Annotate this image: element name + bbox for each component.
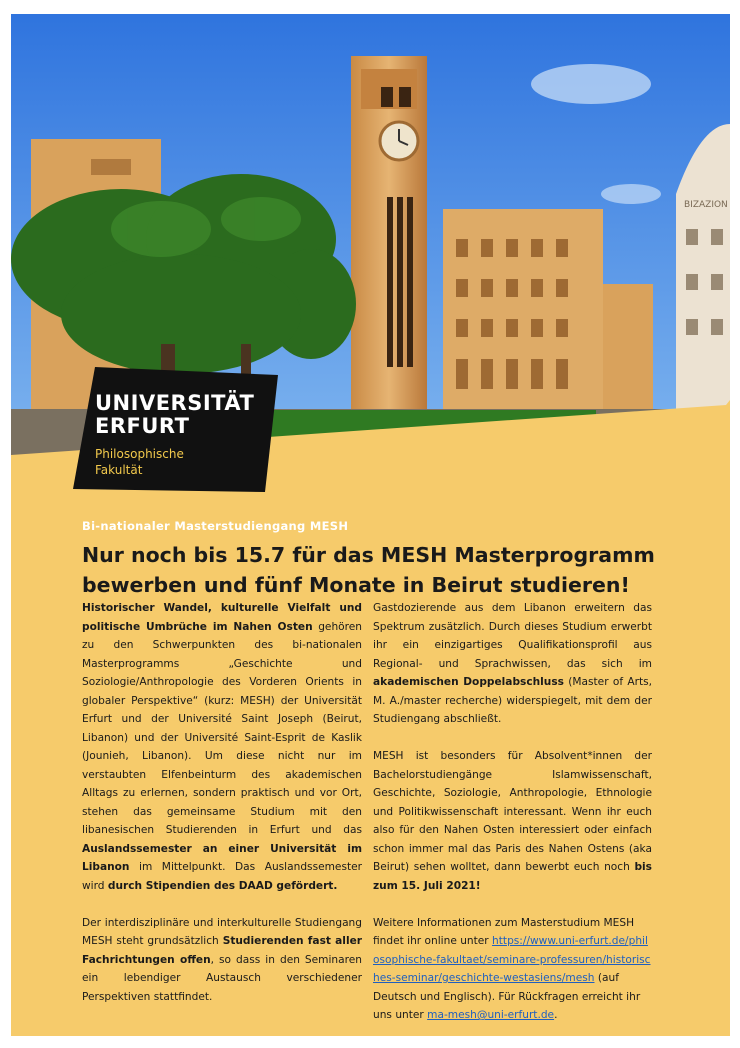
left-paragraph-1 <box>82 599 362 895</box>
kicker: Bi-nationaler Masterstudiengang MESH <box>82 519 349 533</box>
clock-tower-window <box>381 87 393 107</box>
headline-line1: Nur noch bis 15.7 für das MESH Masterprogramm <box>82 543 655 567</box>
headline <box>82 540 682 600</box>
body-text: . <box>554 1009 558 1021</box>
left-building-window <box>91 159 131 175</box>
clock-tower-slit <box>407 197 413 367</box>
body-text: Gastdozierende aus dem Libanon erweitern das Spektrum zusätzlich. Durch dieses Studium erwerbt ihr ein einzigartiges Qualifikationsprofil aus Regional- und Sprachwissen, das sich im <box>373 602 652 670</box>
bold-text: Auslandssemester an einer Universität im Libanon <box>82 842 362 873</box>
body-text: MESH ist besonders für Absolvent*innen der Bachelorstudiengänge Islamwissenschaft, Geschichte, Soziologie, Anthropologie, Ethnologie und Politikwissenschaft interessant. Wenn ihr euch also für den Nahen Osten interessiert oder einfach schon immer mal das Paris des Nahen Ostens (aka Beirut) sehen wolltet, dann bewerbt euch noch <box>373 750 652 873</box>
headline-line2: bewerben und fünf Monate in Beirut studieren! <box>82 573 630 597</box>
body-text: Weitere Informationen zum Masterstudium MESH findet ihr online unter <box>373 916 635 947</box>
arcade-building-wing <box>603 284 653 414</box>
bold-text: Historischer Wandel, kulturelle Vielfalt und politische Umbrüche im Nahen Osten <box>82 602 362 633</box>
contact-email-link[interactable]: ma-mesh@uni-erfurt.de <box>427 1009 555 1021</box>
body-text: gehören zu den Schwerpunkten des bi-nationalen Masterprogramms „Geschichte und Soziologie/Anthropologie des Vorderen Orients in globaler Perspektive“ (kurz: MESH) der Universität Erfurt und der Université Saint Joseph (Beirut, Libanon) und der Université Saint-Esprit de Kaslik (Jounieh, Libanon). Um diese nicht nur im verstaubten Elfenbeinturm des akademischen Alltags zu erlernen, sondern praktisch und vor Ort, stehen das gemeinsame Studium mit den libanesischen Studierenden in Erfurt und das <box>82 620 362 836</box>
logo-faculty-line1: Philosophische <box>95 447 184 461</box>
right-column <box>373 599 652 1043</box>
right-building-sign: BIZAZION <box>684 200 728 210</box>
logo-line-universitaet: UNIVERSITÄT <box>95 391 255 415</box>
clock-tower-window <box>399 87 411 107</box>
body-text: (auf Deutsch und Englisch). Für Rückfragen erreicht ihr uns unter <box>373 972 641 1021</box>
logo-faculty <box>95 446 254 478</box>
right-paragraph-2 <box>373 747 652 895</box>
cloud <box>531 64 651 104</box>
right-paragraph-1 <box>373 599 652 729</box>
logo-line-erfurt: ERFURT <box>95 414 190 438</box>
mesh-website-link[interactable]: https://www.uni-erfurt.de/philosophische-fakultaet/seminare-professuren/historisches-seminar/geschichte-westasiens/mesh <box>373 935 651 984</box>
body-text: Der interdisziplinäre und interkulturelle Studiengang MESH steht grundsätzlich <box>82 916 362 947</box>
right-paragraph-3 <box>373 914 652 1025</box>
bold-text: durch Stipendien des DAAD gefördert. <box>107 879 338 892</box>
bold-text: Studierenden fast aller Fachrichtungen offen <box>82 935 362 966</box>
bold-text: akademischen Doppelabschluss <box>373 676 564 688</box>
clock-tower-slit <box>397 197 403 367</box>
left-paragraph-2 <box>82 914 362 1007</box>
body-text: (Master of Arts, M. A./master recherche) widerspiegelt, mit dem der Studiengang abschließt. <box>373 676 652 725</box>
left-column <box>82 599 362 1025</box>
university-logo <box>95 392 254 478</box>
cloud <box>601 184 661 204</box>
logo-faculty-line2: Fakultät <box>95 463 143 477</box>
clock-tower-slit <box>387 197 393 367</box>
body-text: im Mittelpunkt. Das Auslandssemester wird <box>82 861 362 892</box>
body-text: , so dass in den Seminaren ein lebendiger Austausch verschiedener Perspektiven stattfindet. <box>82 953 362 1003</box>
bold-text: bis zum 15. Juli 2021! <box>373 861 652 892</box>
